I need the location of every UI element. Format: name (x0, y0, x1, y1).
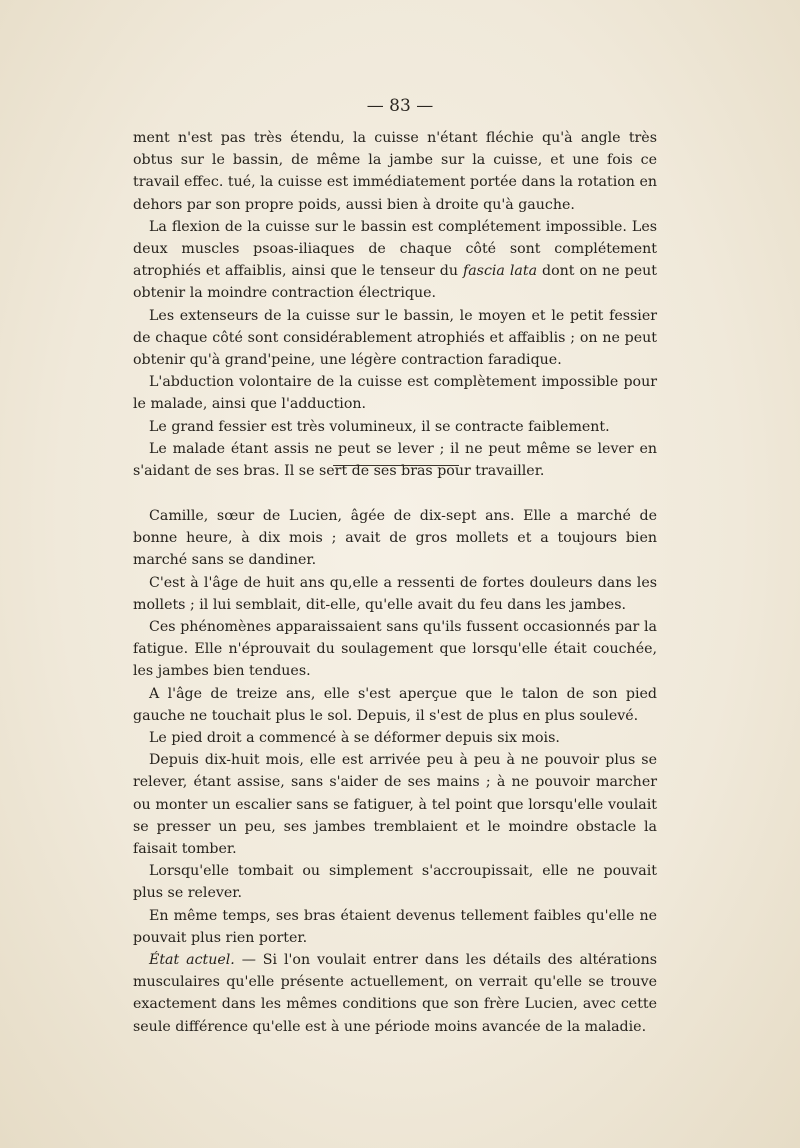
section-divider (333, 465, 459, 466)
paragraph: Les extenseurs de la cuisse sur le bassin, le moyen et le petit fessier de chaque côté sont considérablement atrophiés et affaiblis ; on ne peut obtenir qu'à grand'peine, une légère contraction faradique. (133, 307, 657, 369)
paragraph: ment n'est pas très étendu, la cuisse n'étant fléchie qu'à angle très obtus sur le bassin, de même la jambe sur la cuisse, et une fois ce travail effec. tué, la cuisse est immédiatement portée dans la rotation en dehors par son propre poids, aussi bien à droite qu'à gauche. (133, 130, 657, 213)
paragraph: Camille, sœur de Lucien, âgée de dix-sept ans. Elle a marché de bonne heure, à dix mois ; avait de gros mollets et a toujours bien marché sans se dandiner. (133, 508, 657, 569)
paragraph: A l'âge de treize ans, elle s'est aperçue que le talon de son pied gauche ne touchait plus le sol. Depuis, il s'est de plus en plus soulevé. (133, 685, 657, 724)
paragraph (133, 949, 657, 1038)
text-span: La flexion de la cuisse sur le bassin est complétement impossible. Les deux muscles psoas-iliaques de chaque côté sont complétement atrophiés et affaiblis, ainsi que le tenseur du (133, 218, 657, 280)
paragraph: Lorsqu'elle tombait ou simplement s'accroupissait, elle ne pouvait plus se relever. (133, 863, 657, 902)
text-block-continuation (133, 127, 657, 482)
page-number: — 83 — (366, 96, 434, 116)
text-block-case-camille (133, 505, 657, 1038)
paragraph: Le grand fessier est très volumineux, il se contracte faiblement. (149, 418, 610, 435)
paragraph: En même temps, ses bras étaient devenus tellement faibles qu'elle ne pouvait plus rien porter. (133, 907, 657, 946)
paragraph: Ces phénomènes apparaissaient sans qu'ils fussent occasionnés par la fatigue. Elle n'éprouvait du soulagement que lorsqu'elle était couchée, les jambes bien tendues. (133, 619, 657, 680)
paragraph: Le malade étant assis ne peut se lever ; il ne peut même se lever en s'aidant de ses bras. Il se sert de ses bras pour travailler. (133, 440, 657, 480)
paragraph: C'est à l'âge de huit ans qu,elle a ressenti de fortes douleurs dans les mollets ; il lui semblait, dit-elle, qu'elle avait du feu dans les jambes. (133, 574, 657, 613)
italic-term: fascia lata (462, 263, 538, 280)
paragraph: L'abduction volontaire de la cuisse est complètement impossible pour le malade, ainsi que l'adduction. (133, 374, 657, 413)
paragraph: Depuis dix-huit mois, elle est arrivée peu à peu à ne pouvoir plus se relever, étant assise, sans s'aider de ses mains ; à ne pouvoir marcher ou monter un escalier sans se fatiguer, à tel point que lorsqu'elle voulait se presser un peu, ses jambes tremblaient et le moindre obstacle la faisait tomber. (133, 752, 657, 858)
text-span: dont on ne peut obtenir la moindre contraction électrique. (133, 263, 657, 302)
italic-heading: État actuel. (149, 952, 235, 969)
paragraph (133, 216, 657, 305)
text-span: — Si l'on voulait entrer dans les détails des altérations musculaires qu'elle présente actuellement, on verrait qu'elle se trouve exactement dans les mêmes conditions que son frère Lucien, avec cette seule différence qu'elle est à une période moins avancée de la maladie. (133, 952, 657, 1035)
paragraph: Le pied droit a commencé à se déformer depuis six mois. (149, 730, 560, 747)
